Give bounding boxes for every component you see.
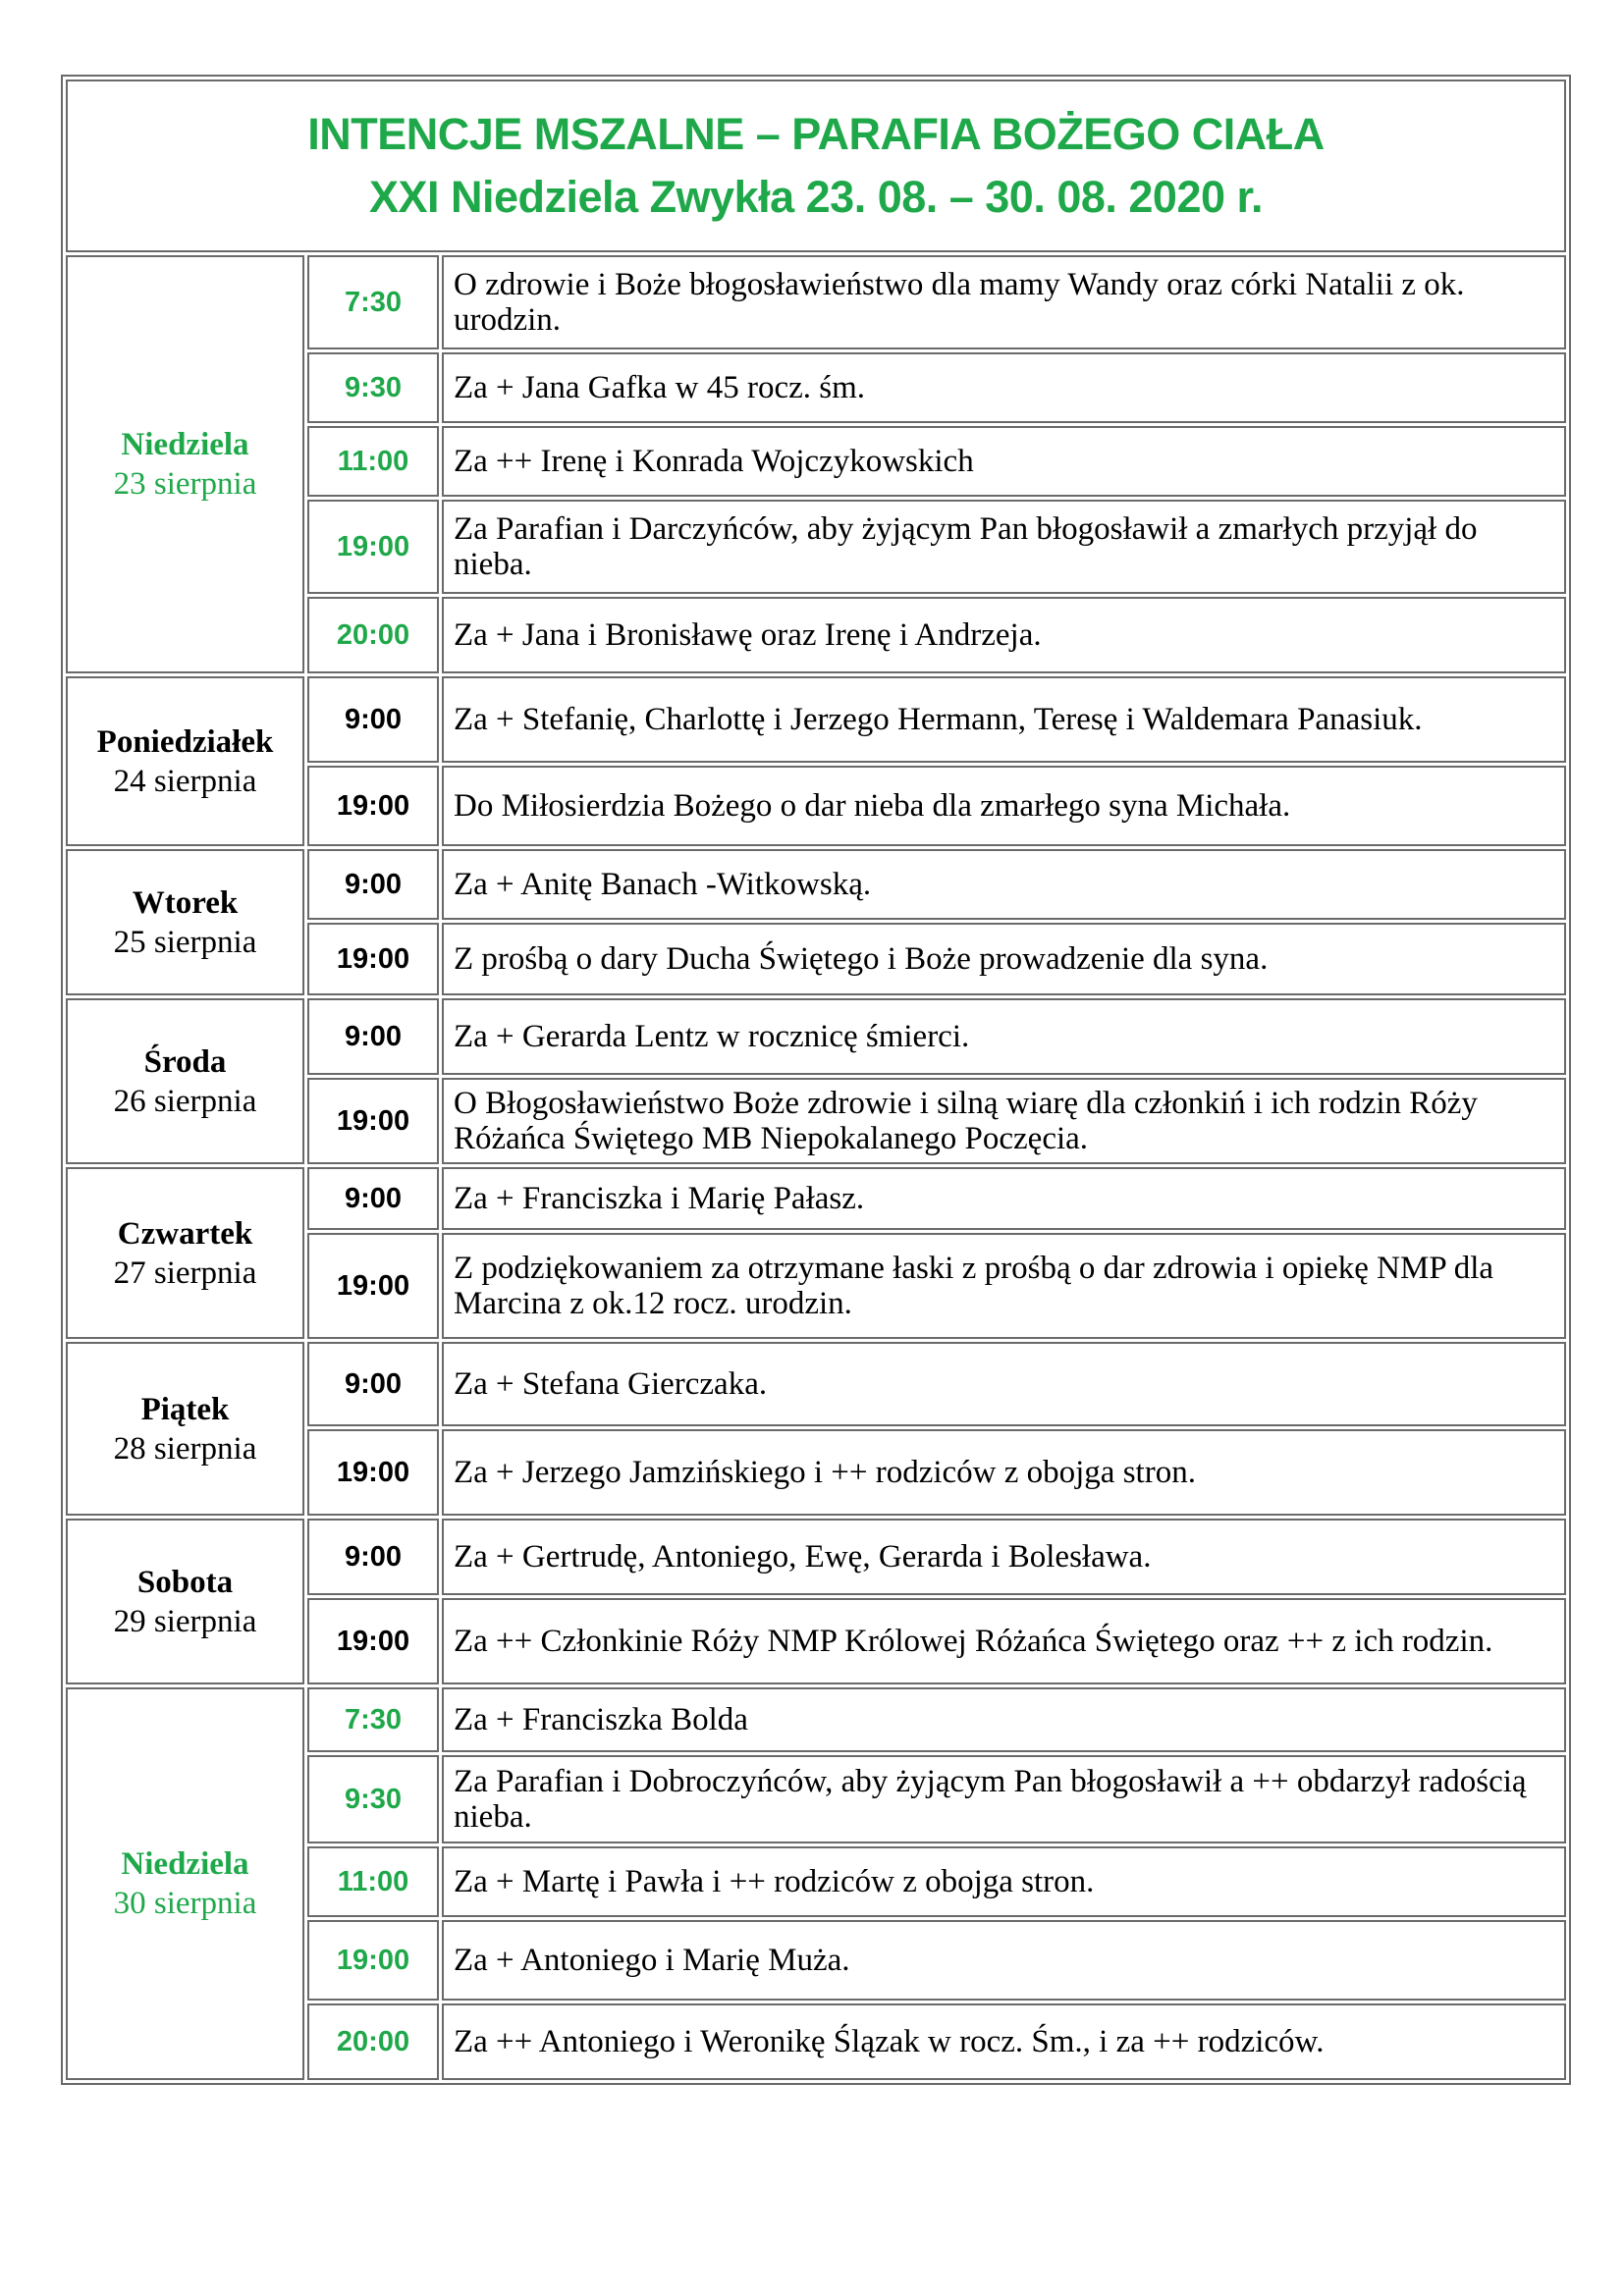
title-cell [66, 80, 1566, 252]
mass-time: 19:00 [307, 1233, 439, 1339]
mass-intention: Za + Jana Gafka w 45 rocz. śm. [442, 352, 1566, 423]
mass-time: 9:30 [307, 352, 439, 423]
mass-time: 9:00 [307, 1342, 439, 1426]
mass-intention: Za Parafian i Darczyńców, aby żyjącym Pan błogosławił a zmarłych przyjął do nieba. [442, 500, 1566, 594]
day-date: 25 sierpnia [113, 924, 257, 960]
day-cell [66, 1167, 304, 1339]
day-cell [66, 998, 304, 1164]
mass-row [66, 1687, 1566, 1752]
day-date: 30 sierpnia [113, 1886, 257, 1921]
mass-time: 19:00 [307, 1429, 439, 1516]
day-cell [66, 676, 304, 846]
day-name: Niedziela [121, 427, 249, 462]
day-cell [66, 255, 304, 673]
mass-row [66, 998, 1566, 1075]
mass-intention: Za + Anitę Banach -Witkowską. [442, 849, 1566, 920]
mass-intention: Za ++ Członkinie Róży NMP Królowej Różańca Świętego oraz ++ z ich rodzin. [442, 1598, 1566, 1684]
mass-time: 19:00 [307, 1078, 439, 1164]
document-title: INTENCJE MSZALNE – PARAFIA BOŻEGO CIAŁA [307, 109, 1325, 159]
day-date: 29 sierpnia [113, 1603, 257, 1639]
day-date: 28 sierpnia [113, 1430, 257, 1467]
mass-intention: Z prośbą o dary Ducha Świętego i Boże prowadzenie dla syna. [442, 923, 1566, 995]
mass-intention: O zdrowie i Boże błogosławieństwo dla mamy Wandy oraz córki Natalii z ok. urodzin. [442, 255, 1566, 349]
mass-time: 20:00 [307, 2003, 439, 2080]
mass-intention: Za ++ Irenę i Konrada Wojczykowskich [442, 426, 1566, 497]
day-name: Poniedziałek [96, 723, 274, 760]
mass-intention: Za + Stefanię, Charlottę i Jerzego Hermann, Teresę i Waldemara Panasiuk. [442, 676, 1566, 763]
mass-intention: Za + Antoniego i Marię Muża. [442, 1920, 1566, 2001]
mass-row [66, 676, 1566, 763]
mass-row [66, 1167, 1566, 1230]
day-name: Czwartek [117, 1215, 253, 1252]
mass-time: 11:00 [307, 1846, 439, 1917]
mass-row [66, 1519, 1566, 1595]
mass-intention: Do Miłosierdzia Bożego o dar nieba dla zmarłego syna Michała. [442, 766, 1566, 846]
mass-time: 9:00 [307, 1167, 439, 1230]
day-cell [66, 1687, 304, 2080]
day-date: 26 sierpnia [113, 1083, 257, 1119]
mass-intention: Za + Gertrudę, Antoniego, Ewę, Gerarda i Bolesława. [442, 1519, 1566, 1595]
mass-time: 9:00 [307, 676, 439, 763]
mass-intention: Za ++ Antoniego i Weronikę Ślązak w rocz. Śm., i za ++ rodziców. [442, 2003, 1566, 2080]
day-date: 23 sierpnia [113, 466, 257, 502]
title-row [66, 80, 1566, 252]
day-name: Niedziela [121, 1846, 249, 1882]
mass-intention: Z podziękowaniem za otrzymane łaski z prośbą o dar zdrowia i opiekę NMP dla Marcina z ok.12 rocz. urodzin. [442, 1233, 1566, 1339]
day-cell [66, 849, 304, 995]
mass-intention: Za Parafian i Dobroczyńców, aby żyjącym Pan błogosławił a ++ obdarzył radością nieba. [442, 1755, 1566, 1843]
mass-intention: Za + Gerarda Lentz w rocznicę śmierci. [442, 998, 1566, 1075]
day-name: Wtorek [132, 884, 239, 921]
mass-intention: Za + Stefana Gierczaka. [442, 1342, 1566, 1426]
mass-intention: Za + Martę i Pawła i ++ rodziców z obojga stron. [442, 1846, 1566, 1917]
mass-time: 19:00 [307, 766, 439, 846]
mass-row [66, 849, 1566, 920]
mass-row [66, 255, 1566, 349]
mass-row [66, 1342, 1566, 1426]
mass-time: 20:00 [307, 597, 439, 673]
day-date: 27 sierpnia [113, 1255, 257, 1291]
intentions-table-body [66, 80, 1566, 2080]
mass-time: 9:30 [307, 1755, 439, 1843]
mass-time: 11:00 [307, 426, 439, 497]
mass-intention: Za + Franciszka i Marię Pałasz. [442, 1167, 1566, 1230]
day-name: Środa [143, 1043, 227, 1080]
mass-intention: Za + Franciszka Bolda [442, 1687, 1566, 1752]
mass-time: 7:30 [307, 255, 439, 349]
mass-time: 19:00 [307, 923, 439, 995]
day-name: Piątek [140, 1391, 230, 1427]
mass-time: 7:30 [307, 1687, 439, 1752]
day-cell [66, 1519, 304, 1684]
mass-time: 19:00 [307, 1920, 439, 2001]
mass-time: 19:00 [307, 500, 439, 594]
document-subtitle: XXI Niedziela Zwykła 23. 08. – 30. 08. 2020 r. [368, 172, 1264, 222]
day-date: 24 sierpnia [113, 763, 257, 799]
day-name: Sobota [136, 1564, 234, 1600]
mass-time: 19:00 [307, 1598, 439, 1684]
mass-intention: Za + Jerzego Jamzińskiego i ++ rodziców z obojga stron. [442, 1429, 1566, 1516]
day-cell [66, 1342, 304, 1516]
mass-intention: O Błogosławieństwo Boże zdrowie i silną wiarę dla członkiń i ich rodzin Róży Różańca Świętego MB Niepokalanego Poczęcia. [442, 1078, 1566, 1164]
mass-time: 9:00 [307, 1519, 439, 1595]
mass-intention: Za + Jana i Bronisławę oraz Irenę i Andrzeja. [442, 597, 1566, 673]
intentions-table [61, 75, 1571, 2085]
mass-time: 9:00 [307, 849, 439, 920]
mass-time: 9:00 [307, 998, 439, 1075]
